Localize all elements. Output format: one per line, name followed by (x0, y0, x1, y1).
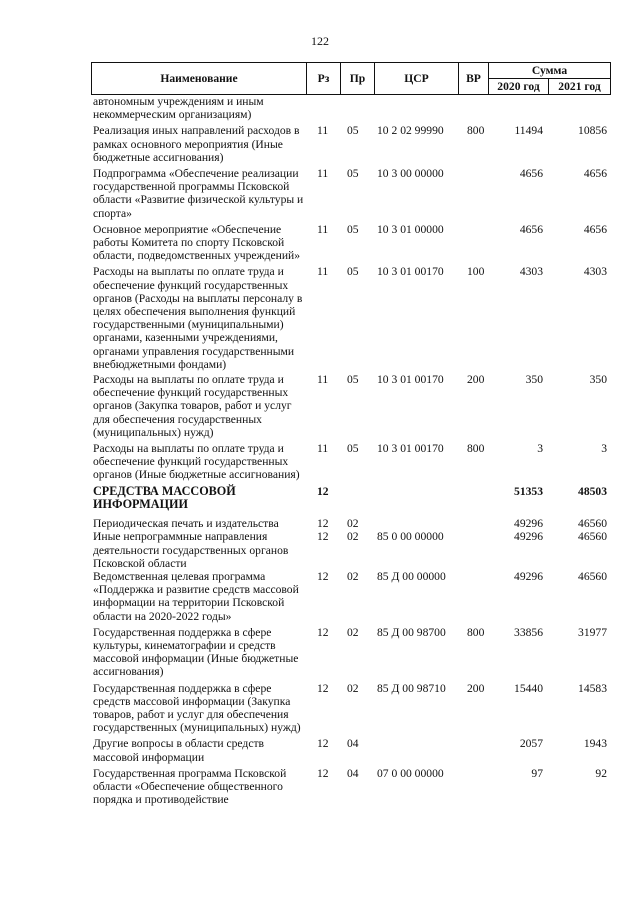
row-name: Подпрограмма «Обеспечение реализации государственной программы Псковской области «Развитие физической культуры и спорта» (93, 167, 304, 220)
row-name: Расходы на выплаты по оплате труда и обеспечение функций государственных органов (Иные бюджетные ассигнования) (93, 442, 300, 482)
row-pr: 05 (347, 124, 359, 138)
row-2020: 49296 (514, 569, 543, 583)
header-name: Наименование (160, 71, 238, 85)
table-row (91, 682, 611, 735)
header-csr: ЦСР (374, 63, 458, 94)
row-name: Ведомственная целевая программа «Поддержка и развитие средств массовой информации на территории Псковской области на 2020-2022 годы» (93, 569, 299, 623)
header-vr: ВР (458, 63, 488, 94)
row-rz: 11 (317, 265, 329, 279)
row-rz: 12 (317, 569, 329, 583)
row-pr: 02 (347, 530, 359, 544)
row-name: Основное мероприятие «Обеспечение работы Комитета по спорту Псковской области, подведомственных учреждений» (93, 222, 301, 263)
table-row (91, 570, 611, 623)
table-row (91, 95, 611, 121)
row-csr: 85 Д 00 00000 (377, 569, 446, 583)
row-csr: 85 Д 00 98710 (377, 681, 446, 695)
row-csr: 10 3 01 00170 (377, 442, 444, 456)
row-rz: 12 (317, 484, 329, 498)
header-rz: Рз (306, 63, 340, 94)
table-header (91, 62, 611, 95)
row-csr: 85 Д 00 98700 (377, 625, 446, 639)
row-2021: 1943 (583, 737, 607, 751)
row-2020: 49296 (514, 517, 543, 531)
row-rz: 12 (317, 517, 329, 531)
row-vr: 800 (467, 124, 485, 138)
table-row (91, 265, 611, 371)
row-2021: 4656 (583, 222, 607, 236)
row-2020: 350 (525, 373, 543, 387)
row-name: Периодическая печать и издательства (93, 517, 279, 531)
row-pr: 05 (347, 222, 359, 236)
row-pr: 02 (347, 517, 359, 531)
row-name: Реализация иных направлений расходов в рамках основного мероприятия (Иные бюджетные ассигнования) (93, 124, 300, 164)
row-pr: 02 (347, 625, 359, 639)
row-csr: 85 0 00 00000 (377, 530, 444, 544)
row-2020: 15440 (514, 681, 543, 695)
row-pr: 04 (347, 766, 359, 780)
row-vr: 100 (467, 265, 485, 279)
row-rz: 12 (317, 737, 329, 751)
row-rz: 12 (317, 766, 329, 780)
table-row (91, 626, 611, 679)
row-csr: 10 3 01 00170 (377, 373, 444, 387)
table-row (91, 767, 611, 807)
table-row (91, 124, 611, 164)
row-name: Другие вопросы в области средств массовой информации (93, 737, 265, 764)
row-rz: 11 (317, 442, 329, 456)
row-2020: 3 (537, 442, 543, 456)
row-2021: 4656 (583, 167, 607, 181)
budget-table (91, 62, 611, 806)
row-rz: 12 (317, 681, 329, 695)
table-row (91, 223, 611, 263)
row-2020: 49296 (514, 530, 543, 544)
row-vr: 800 (467, 625, 485, 639)
row-2021: 46560 (578, 569, 607, 583)
row-2020: 11494 (514, 124, 543, 138)
row-name: Государственная программа Псковской области «Обеспечение общественного порядка и противодействие (93, 766, 287, 807)
row-2021: 10856 (578, 124, 607, 138)
row-2020: 4303 (519, 265, 543, 279)
row-2020: 4656 (519, 222, 543, 236)
header-2021: 2021 год (548, 78, 610, 94)
page-number: 122 (311, 34, 329, 48)
row-rz: 11 (317, 373, 329, 387)
row-pr: 04 (347, 737, 359, 751)
row-2021: 46560 (578, 517, 607, 531)
row-2021: 48503 (578, 484, 607, 498)
row-2020: 4656 (519, 167, 543, 181)
row-rz: 11 (317, 222, 329, 236)
table-row (91, 517, 611, 530)
row-2020: 97 (531, 766, 543, 780)
row-rz: 12 (317, 530, 329, 544)
row-pr: 05 (347, 373, 359, 387)
table-row (91, 737, 611, 763)
row-rz: 12 (317, 625, 329, 639)
row-2021: 31977 (578, 625, 607, 639)
row-name: автономным учреждениям и иным некоммерческим организациям) (93, 95, 264, 122)
row-csr: 10 2 02 99990 (377, 124, 444, 138)
row-pr: 02 (347, 569, 359, 583)
row-2021: 3 (601, 442, 607, 456)
row-name: СРЕДСТВА МАССОВОЙ ИНФОРМАЦИИ (93, 483, 236, 511)
row-2021: 350 (589, 373, 607, 387)
table-body (91, 95, 611, 806)
row-csr: 10 3 00 00000 (377, 167, 444, 181)
row-name: Государственная поддержка в сфере культуры, кинематографии и средств массовой информации (Иные бюджетные ассигнования) (93, 625, 299, 679)
row-rz: 11 (317, 167, 329, 181)
row-name: Расходы на выплаты по оплате труда и обеспечение функций государственных органов (Закупка товаров, работ и услуг для обеспечения государственных (муниципальных) нужд) (93, 373, 292, 439)
row-csr: 10 3 01 00000 (377, 222, 444, 236)
header-2020: 2020 год (488, 78, 548, 94)
row-name: Расходы на выплаты по оплате труда и обеспечение функций государственных органов (Расходы на выплаты персоналу в целях обеспечения выполнения функций государственными (муниципальными) органами, казенными учреждениями, органами управления государственными внебюджетными фондами) (93, 265, 303, 371)
header-pr: Пр (340, 63, 374, 94)
row-name: Государственная поддержка в сфере средств массовой информации (Закупка товаров, работ и услуг для обеспечения государственных (муниципальных) нужд) (93, 681, 301, 735)
table-row (91, 485, 611, 511)
table-row (91, 167, 611, 220)
row-pr: 02 (347, 681, 359, 695)
row-name: Иные непрограммные направления деятельности государственных органов Псковской области (93, 530, 289, 570)
row-2021: 4303 (583, 265, 607, 279)
row-2021: 92 (595, 766, 607, 780)
row-pr: 05 (347, 265, 359, 279)
table-row (91, 442, 611, 482)
row-csr: 10 3 01 00170 (377, 265, 444, 279)
row-vr: 200 (467, 681, 485, 695)
row-pr: 05 (347, 442, 359, 456)
row-vr: 800 (467, 442, 485, 456)
row-pr: 05 (347, 167, 359, 181)
row-2020: 33856 (514, 625, 543, 639)
table-row (91, 530, 611, 570)
row-csr: 07 0 00 00000 (377, 766, 444, 780)
row-2021: 46560 (578, 530, 607, 544)
table-row (91, 373, 611, 439)
row-vr: 200 (467, 373, 485, 387)
row-2020: 2057 (519, 737, 543, 751)
row-2021: 14583 (578, 681, 607, 695)
header-sum: Сумма (488, 63, 610, 78)
row-rz: 11 (317, 124, 329, 138)
row-2020: 51353 (514, 484, 543, 498)
